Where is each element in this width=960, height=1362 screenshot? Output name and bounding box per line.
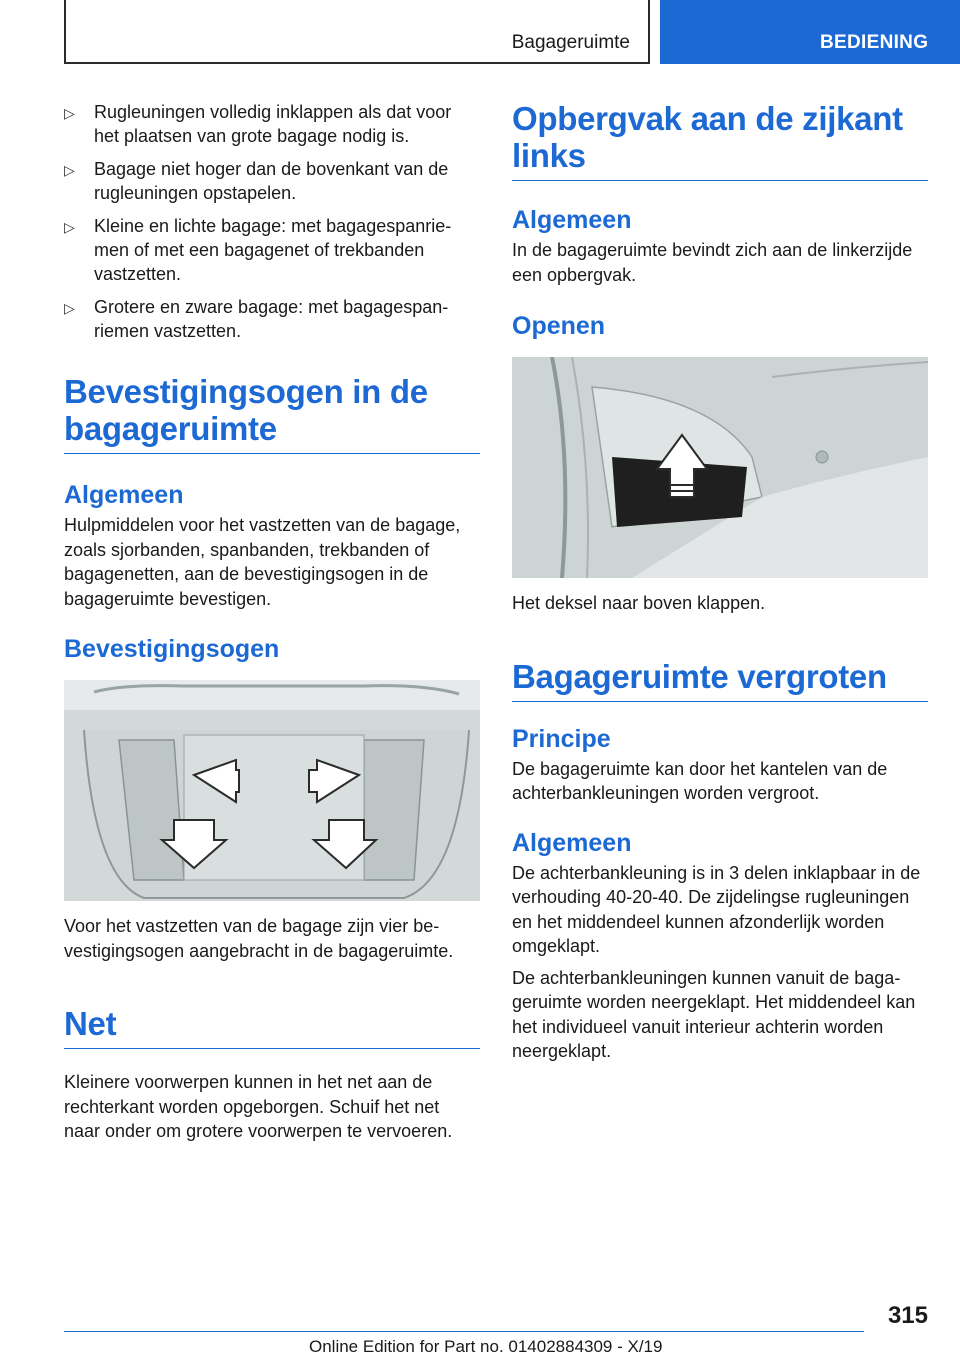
side-compartment-illustration [512,357,928,578]
paragraph-principle: De bagageruimte kan door het kantelen van de achterbankleuningen worden vergroot. [512,758,888,803]
list-item: ▷ Rugleuningen volledig inklappen als dat voor het plaatsen van grote bagage nodig is. [64,102,452,146]
paragraph-general-2a: De achterbankleuning is in 3 delen inklapbaar in de verhouding 40-20-40. De zijdelingse rugleuningen en het middendeel kunnen afzonderlijk worden omgeklapt. [512,862,921,956]
list-item: ▷ Kleine en lichte bagage: met bagagespanriemen of met een bagagenet of trekbanden vastzetten. [64,216,452,284]
trunk-tie-down-eyes-image [64,680,480,901]
header-section-title: Bagageruimte [511,32,630,53]
header-box [64,0,650,64]
heading-net: Net [64,1005,480,1049]
paragraph-net: Kleinere voorwerpen kunnen in het net aan de rechterkant worden opgeborgen. Schuif het net naar onder om grotere voorwerpen te vervoeren. [64,1072,453,1141]
subheading-general: Algemeen [64,481,184,509]
heading-side-storage: Opbergvak aan de zijkant links [512,100,928,181]
heading-enlarge: Bagageruimte vergroten [512,658,928,702]
subheading-general-2: Algemeen [512,828,632,857]
subheading-principle: Principe [512,724,611,753]
page-number: 315 [887,1302,928,1329]
subheading-open: Openen [512,312,606,340]
paragraph-general-right: In de bagageruimte bevindt zich aan de linkerzijde een opbergvak. [512,240,913,285]
paragraph-tie-down-eyes: Voor het vastzetten van de bagage zijn vier bevestigingsogen aangebracht in de bagageruimte. [64,916,454,961]
heading-tie-down-eyes: Bevestigingsogen in de bagageruimte [64,373,480,454]
footer-edition: Online Edition for Part no. 01402884309 - X/19 [309,1337,663,1356]
list-item: ▷ Bagage niet hoger dan de bovenkant van de rugleuningen opstapelen. [64,159,449,203]
bullet-list [64,100,480,343]
paragraph-general: Hulpmiddelen voor het vastzetten van de bagage, zoals sjorbanden, spanbanden, trekbanden of bagagenetten, aan de bevestigingsogen in de bagageruimte bevestigen. [64,515,461,609]
side-compartment-image [512,357,928,578]
subheading-tie-down-eyes: Bevestigingsogen [64,635,280,663]
paragraph-general-2b: De achterbankleuningen kunnen vanuit de bagageruimte worden neergeklapt. Het middendeel kan het individueel vanuit interieur achterin worden neergeklapt. [512,967,916,1061]
triangle-bullet-icon: ▷ [64,219,75,235]
triangle-bullet-icon: ▷ [64,162,75,178]
footer-divider [64,1331,864,1332]
list-item: ▷ Grotere en zware bagage: met bagagespanriemen vastzetten. [64,297,449,341]
header-chapter-title: BEDIENING [820,32,929,53]
triangle-bullet-icon: ▷ [64,300,75,316]
subheading-general-right: Algemeen [512,206,632,234]
right-column [512,100,928,1064]
paragraph-open: Het deksel naar boven klappen. [512,593,766,613]
triangle-bullet-icon: ▷ [64,105,75,121]
trunk-illustration [64,680,480,901]
left-column [64,100,480,1144]
